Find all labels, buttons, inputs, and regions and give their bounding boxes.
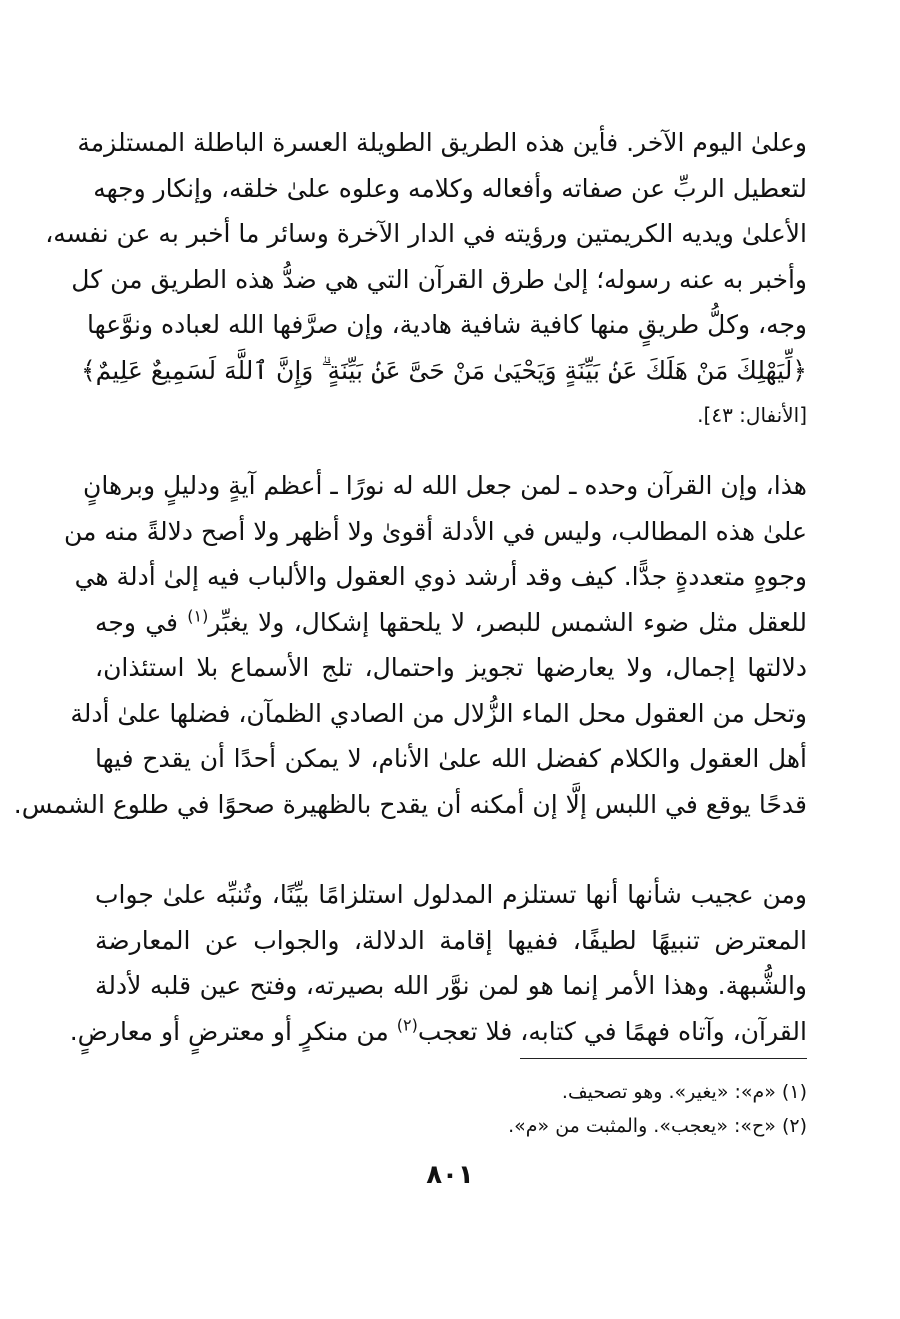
text-line: هذا، وإن القرآن وحده ـ لمن جعل الله له نورًا ـ أعظم آيةٍ ودليلٍ وبرهانٍ bbox=[83, 471, 807, 500]
footnote-ref-1: (١) bbox=[187, 606, 209, 626]
text-line: قدحًا يوقع في اللبس إلَّا إن أمكنه أن يقدح بالظهيرة صحوًا في طلوع الشمس. bbox=[13, 789, 807, 819]
text-line: الأعلىٰ ويديه الكريمتين ورؤيته في الدار الآخرة وسائر ما أخبر به عن نفسه، bbox=[45, 219, 807, 248]
footnote-1: (١) «م»: «يغير». وهو تصحيف. bbox=[561, 1081, 807, 1103]
quran-verse: ﴿لِّيَهْلِكَ مَنْ هَلَكَ عَنۢ بَيِّنَةٍ وَيَحْيَىٰ مَنْ حَىَّ عَنۢ بَيِّنَةٍ ۗ وَإِنَّ ٱللَّهَ لَسَمِيعٌ عَلِيمٌ﴾ bbox=[80, 355, 807, 385]
footnote-2: (٢) «ح»: «يعجب». والمثبت من «م». bbox=[508, 1115, 807, 1137]
text-segment: من منكرٍ أو معترضٍ أو معارضٍ. bbox=[69, 1016, 397, 1046]
footnotes bbox=[300, 1075, 807, 1143]
text-line: وأخبر به عنه رسوله؛ إلىٰ طرق القرآن التي هي ضدُّ هذه الطريق من كل bbox=[71, 264, 807, 294]
verse-citation: [الأنفال: ٤٣]. bbox=[697, 403, 807, 427]
page-number: ٨٠١ bbox=[426, 1160, 474, 1190]
paragraph-3 bbox=[69, 872, 807, 1054]
footnote-ref-2: (٢) bbox=[396, 1015, 418, 1035]
paragraph-2 bbox=[13, 463, 807, 827]
text-line: وعلىٰ اليوم الآخر. فأين هذه الطريق الطويلة العسرة الباطلة المستلزمة bbox=[77, 128, 807, 157]
text-line: وجه، وكلُّ طريقٍ منها كافية شافية هادية، وإن صرَّفها الله لعباده ونوَّعها bbox=[87, 310, 807, 339]
text-segment: في وجه bbox=[95, 607, 188, 637]
text-line: أهل العقول والكلام كفضل الله علىٰ الأنام، لا يمكن أحدًا أن يقدح فيها bbox=[95, 744, 807, 773]
text-line: وتحل من العقول محل الماء الزُّلال من الصادي الظمآن، فضلها علىٰ أدلة bbox=[70, 698, 807, 728]
text-line: لتعطيل الربِّ عن صفاته وأفعاله وكلامه وعلوه علىٰ خلقه، وإنكار وجهه bbox=[93, 173, 807, 203]
footnote-separator bbox=[520, 1058, 807, 1059]
text-line: والشُّبهة. وهذا الأمر إنما هو لمن نوَّر الله بصيرته، وفتح عين قلبه لأدلة bbox=[95, 971, 807, 1000]
text-line: وجوهٍ متعددةٍ جدًّا. كيف وقد أرشد ذوي العقول والألباب فيه إلىٰ أدلة هي bbox=[74, 562, 807, 591]
text-line: المعترض تنبيهًا لطيفًا، ففيها إقامة الدلالة، والجواب عن المعارضة bbox=[95, 925, 807, 955]
text-line-with-footnote-ref bbox=[69, 1009, 807, 1055]
text-line: علىٰ هذه المطالب، وليس في الأدلة أقوىٰ ولا أظهر ولا أصح دلالةً منه من bbox=[63, 516, 807, 546]
text-segment: للعقل مثل ضوء الشمس للبصر، لا يلحقها إشكال، ولا يغبِّر bbox=[208, 607, 807, 637]
text-line: ومن عجيب شأنها أنها تستلزم المدلول استلزامًا بيِّنًا، وتُنبِّه علىٰ جواب bbox=[95, 880, 807, 909]
text-line: دلالتها إجمال، ولا يعارضها تجويز واحتمال، تلج الأسماع بلا استئذان، bbox=[95, 653, 807, 682]
text-segment: القرآن، وآتاه فهمًا في كتابه، فلا تعجب bbox=[417, 1016, 807, 1046]
text-line-with-footnote-ref bbox=[95, 600, 807, 646]
paragraph-1 bbox=[45, 120, 807, 439]
